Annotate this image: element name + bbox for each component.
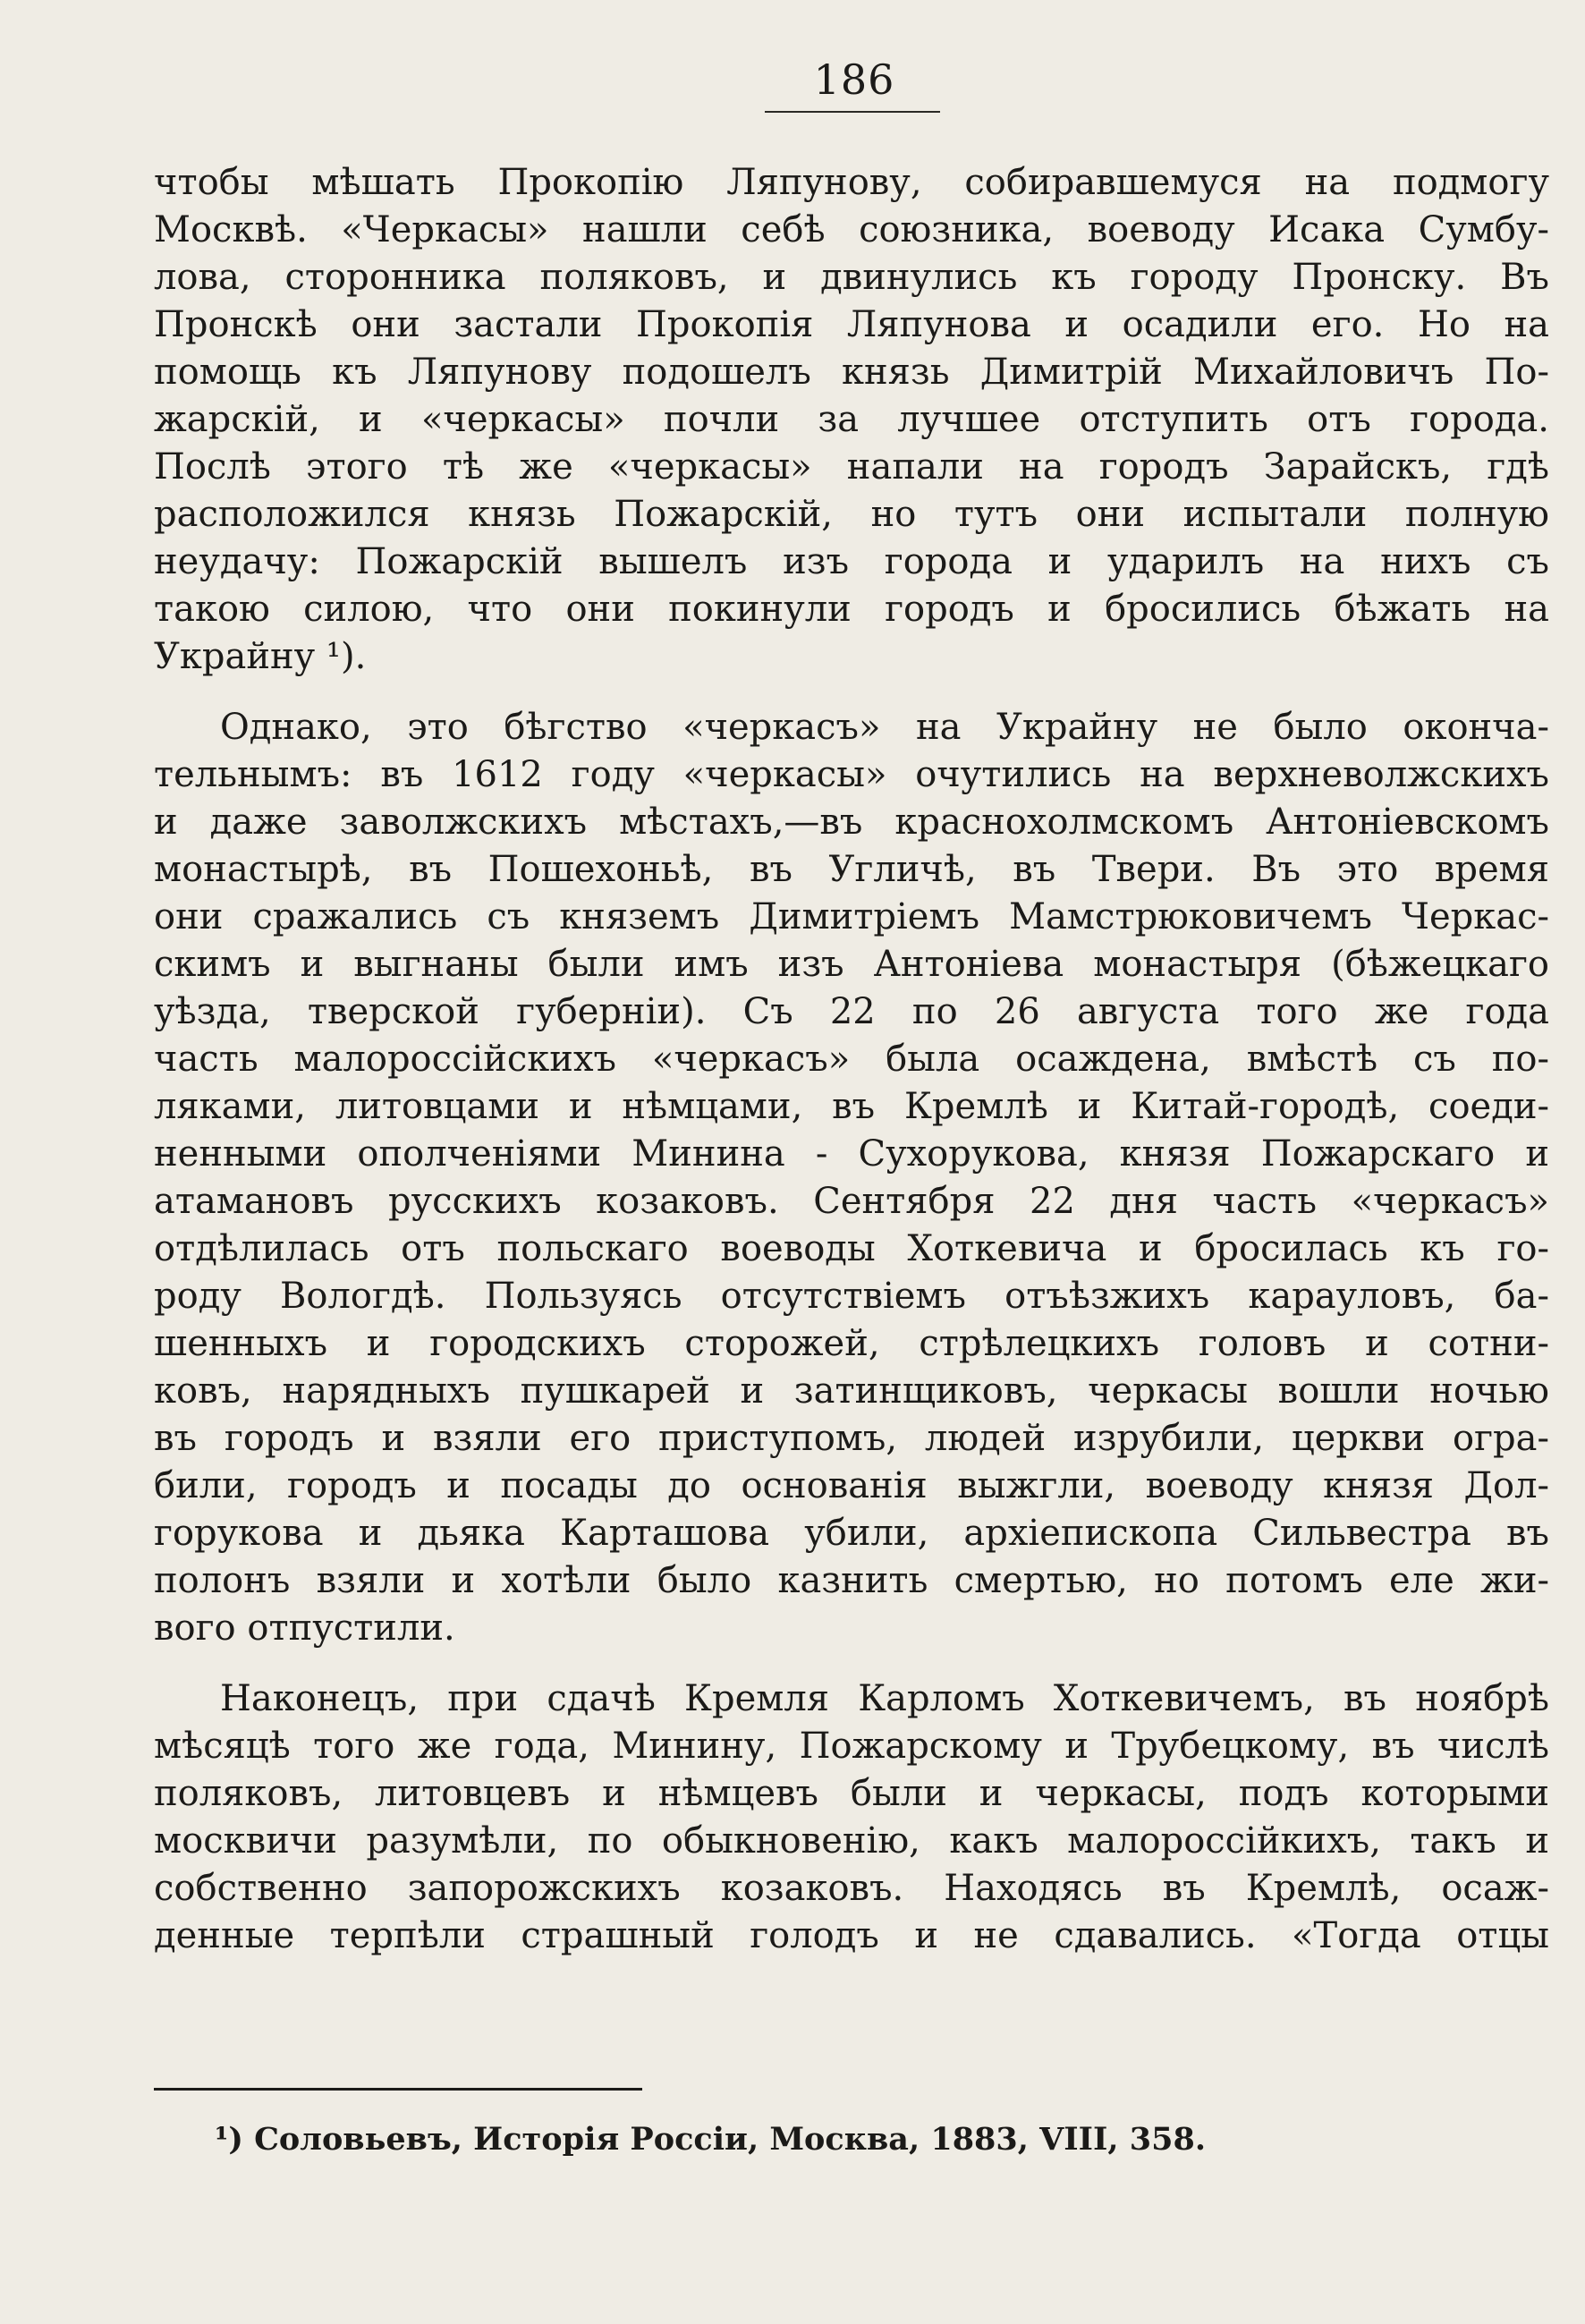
- text-line: Москвѣ. «Черкасы» нашли себѣ союзника, воеводу Исака Сумбу-: [154, 209, 1549, 250]
- text-line: расположился князь Пожарскій, но тутъ они испытали полную: [154, 494, 1549, 535]
- text-line: жарскій, и «черкасы» почли за лучшее отступить отъ города.: [154, 399, 1549, 440]
- text-line: и даже заволжскихъ мѣстахъ,—въ краснохолмскомъ Антоніевскомъ: [154, 802, 1549, 843]
- text-line: денные терпѣли страшный голодъ и не сдавались. «Тогда отцы: [154, 1915, 1549, 1956]
- footnote-marker: ¹): [215, 2121, 243, 2158]
- text-line: чтобы мѣшать Прокопію Ляпунову, собиравшемуся на подмогу: [154, 162, 1549, 203]
- text-line: отдѣлилась отъ польскаго воеводы Хоткевича и бросилась къ го-: [154, 1228, 1549, 1269]
- text-line: они сражались съ княземъ Димитріемъ Мамстрюковичемъ Черкас-: [154, 896, 1549, 937]
- text-line: вого отпустили.: [154, 1607, 455, 1649]
- paragraph-gap: [154, 681, 1549, 704]
- footnote-divider: [154, 2088, 642, 2091]
- text-line: скимъ и выгнаны были имъ изъ Антоніева монастыря (бѣжецкаго: [154, 944, 1549, 985]
- page-number: 186: [813, 55, 895, 104]
- text-line: ковъ, нарядныхъ пушкарей и затинщиковъ, черкасы вошли ночью: [154, 1370, 1549, 1412]
- text-line: полонъ взяли и хотѣли было казнить смертью, но потомъ еле жи-: [154, 1560, 1549, 1601]
- text-line: били, городъ и посады до основанія выжгли, воеводу князя Дол-: [154, 1465, 1549, 1506]
- text-line: такою силою, что они покинули городъ и бросились бѣжать на: [154, 589, 1549, 630]
- footnote-text: Соловьевъ, Исторія Россіи, Москва, 1883, VIII, 358.: [254, 2121, 1207, 2158]
- text-line: мѣсяцѣ того же года, Минину, Пожарскому и Трубецкому, въ числѣ: [154, 1726, 1549, 1767]
- text-line: Послѣ этого тѣ же «черкасы» напали на городъ Зарайскъ, гдѣ: [154, 446, 1549, 488]
- footnote: [215, 2118, 1206, 2161]
- text-line: поляковъ, литовцевъ и нѣмцевъ были и черкасы, подъ которыми: [154, 1773, 1549, 1814]
- text-line: ляками, литовцами и нѣмцами, въ Кремлѣ и Китай-городѣ, соеди-: [154, 1086, 1549, 1127]
- text-line: Пронскѣ они застали Прокопія Ляпунова и осадили его. Но на: [154, 304, 1549, 345]
- text-line: атамановъ русскихъ козаковъ. Сентября 22 дня часть «черкасъ»: [154, 1181, 1549, 1222]
- page-number-rule: [765, 111, 940, 113]
- paragraph: [154, 704, 1549, 1652]
- paragraph-gap: [154, 1652, 1549, 1675]
- text-line: Наконецъ, при сдачѣ Кремля Карломъ Хоткевичемъ, въ ноябрѣ: [220, 1678, 1549, 1719]
- text-line: неудачу: Пожарскій вышелъ изъ города и ударилъ на нихъ съ: [154, 541, 1549, 582]
- text-line: горукова и дьяка Карташова убили, архіепископа Сильвестра въ: [154, 1513, 1549, 1554]
- text-line: лова, сторонника поляковъ, и двинулись къ городу Пронску. Въ: [154, 257, 1549, 298]
- body-text: [154, 159, 1549, 1960]
- text-line: собственно запорожскихъ козаковъ. Находясь въ Кремлѣ, осаж-: [154, 1868, 1549, 1909]
- text-line: Украйну ¹).: [154, 636, 367, 677]
- text-line: помощь къ Ляпунову подошелъ князь Димитрій Михайловичъ По-: [154, 352, 1549, 393]
- paragraph: [154, 1675, 1549, 1960]
- text-line: уѣзда, тверской губерніи). Съ 22 по 26 августа того же года: [154, 991, 1549, 1032]
- text-line: ненными ополченіями Минина - Сухорукова, князя Пожарскаго и: [154, 1133, 1549, 1175]
- paragraph: [154, 159, 1549, 681]
- text-line: часть малороссійскихъ «черкасъ» была осаждена, вмѣстѣ съ по-: [154, 1039, 1549, 1080]
- text-line: монастырѣ, въ Пошехоньѣ, въ Угличѣ, въ Твери. Въ это время: [154, 849, 1549, 890]
- text-line: въ городъ и взяли его приступомъ, людей изрубили, церкви огра-: [154, 1418, 1549, 1459]
- text-line: Однако, это бѣгство «черкасъ» на Украйну не было оконча-: [220, 707, 1549, 748]
- text-line: шенныхъ и городскихъ сторожей, стрѣлецкихъ головъ и сотни-: [154, 1323, 1549, 1364]
- text-line: москвичи разумѣли, по обыкновенію, какъ малороссійкихъ, такъ и: [154, 1820, 1549, 1862]
- text-line: тельнымъ: въ 1612 году «черкасы» очутились на верхневолжскихъ: [154, 754, 1549, 795]
- text-line: роду Вологдѣ. Пользуясь отсутствіемъ отъѣзжихъ карауловъ, ба-: [154, 1276, 1549, 1317]
